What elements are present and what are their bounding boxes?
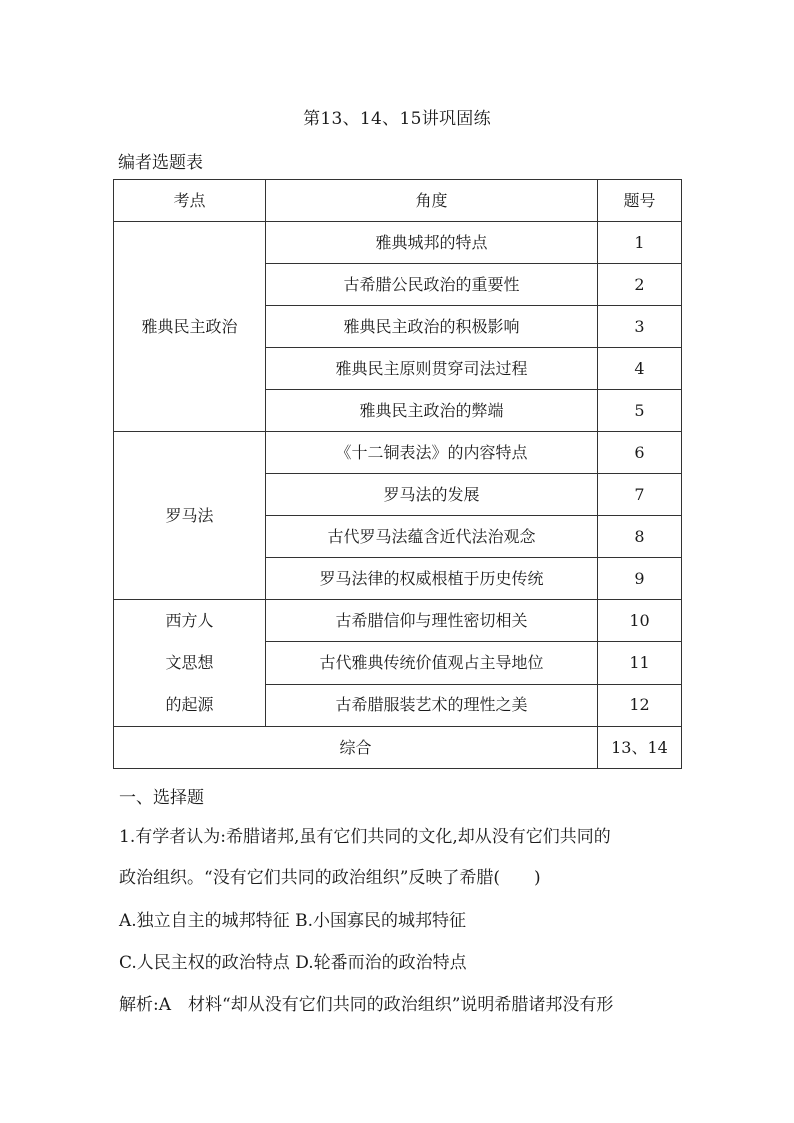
summary-row	[114, 727, 682, 769]
number-cell: 10	[598, 600, 682, 642]
option-c: C.人民主权的政治特点	[119, 953, 290, 973]
header-number: 题号	[598, 180, 682, 222]
options-line	[119, 948, 689, 973]
number-cell: 2	[598, 264, 682, 306]
number-cell: 4	[598, 348, 682, 390]
question-text-line: 1.有学者认为:希腊诸邦,虽有它们共同的文化,却从没有它们共同的	[119, 827, 611, 847]
option-a: A.独立自主的城邦特征	[119, 911, 290, 931]
table-row	[114, 222, 682, 264]
header-angle: 角度	[266, 180, 598, 222]
angle-cell: 雅典民主政治的积极影响	[266, 306, 598, 348]
angle-cell: 古代雅典传统价值观占主导地位	[266, 642, 598, 684]
angle-cell: 古代罗马法蕴含近代法治观念	[266, 516, 598, 558]
table-row	[114, 600, 682, 642]
question-text-line: 政治组织。“没有它们共同的政治组织”反映了希腊( )	[119, 868, 541, 888]
topic-selection-table	[113, 179, 682, 769]
topic-cell: 雅典民主政治	[114, 222, 266, 432]
summary-number: 13、14	[598, 727, 682, 769]
section-heading: 一、选择题	[119, 788, 204, 808]
answer-explanation: 解析:A 材料“却从没有它们共同的政治组织”说明希腊诸邦没有形	[119, 995, 614, 1015]
number-cell: 8	[598, 516, 682, 558]
number-cell: 12	[598, 684, 682, 726]
topic-line: 西方人	[165, 611, 214, 630]
angle-cell: 古希腊公民政治的重要性	[266, 264, 598, 306]
angle-cell: 《十二铜表法》的内容特点	[266, 432, 598, 474]
number-cell: 3	[598, 306, 682, 348]
topic-cell	[114, 600, 266, 727]
summary-label: 综合	[114, 727, 598, 769]
number-cell: 7	[598, 474, 682, 516]
angle-cell: 罗马法的发展	[266, 474, 598, 516]
angle-cell: 雅典城邦的特点	[266, 222, 598, 264]
angle-cell: 雅典民主原则贯穿司法过程	[266, 348, 598, 390]
angle-cell: 雅典民主政治的弊端	[266, 390, 598, 432]
page-title: 第13、14、15讲巩固练	[303, 109, 491, 129]
table-row	[114, 432, 682, 474]
topic-line: 文思想	[165, 653, 214, 672]
number-cell: 6	[598, 432, 682, 474]
angle-cell: 古希腊服装艺术的理性之美	[266, 684, 598, 726]
option-b: B.小国寡民的城邦特征	[295, 911, 466, 931]
angle-cell: 古希腊信仰与理性密切相关	[266, 600, 598, 642]
angle-cell: 罗马法律的权威根植于历史传统	[266, 558, 598, 600]
number-cell: 11	[598, 642, 682, 684]
option-d: D.轮番而治的政治特点	[295, 953, 467, 973]
number-cell: 1	[598, 222, 682, 264]
options-line	[119, 906, 689, 931]
table-caption: 编者选题表	[118, 153, 203, 173]
header-topic: 考点	[114, 180, 266, 222]
number-cell: 9	[598, 558, 682, 600]
topic-line: 的起源	[165, 695, 214, 714]
table-header-row	[114, 180, 682, 222]
topic-cell: 罗马法	[114, 432, 266, 600]
number-cell: 5	[598, 390, 682, 432]
